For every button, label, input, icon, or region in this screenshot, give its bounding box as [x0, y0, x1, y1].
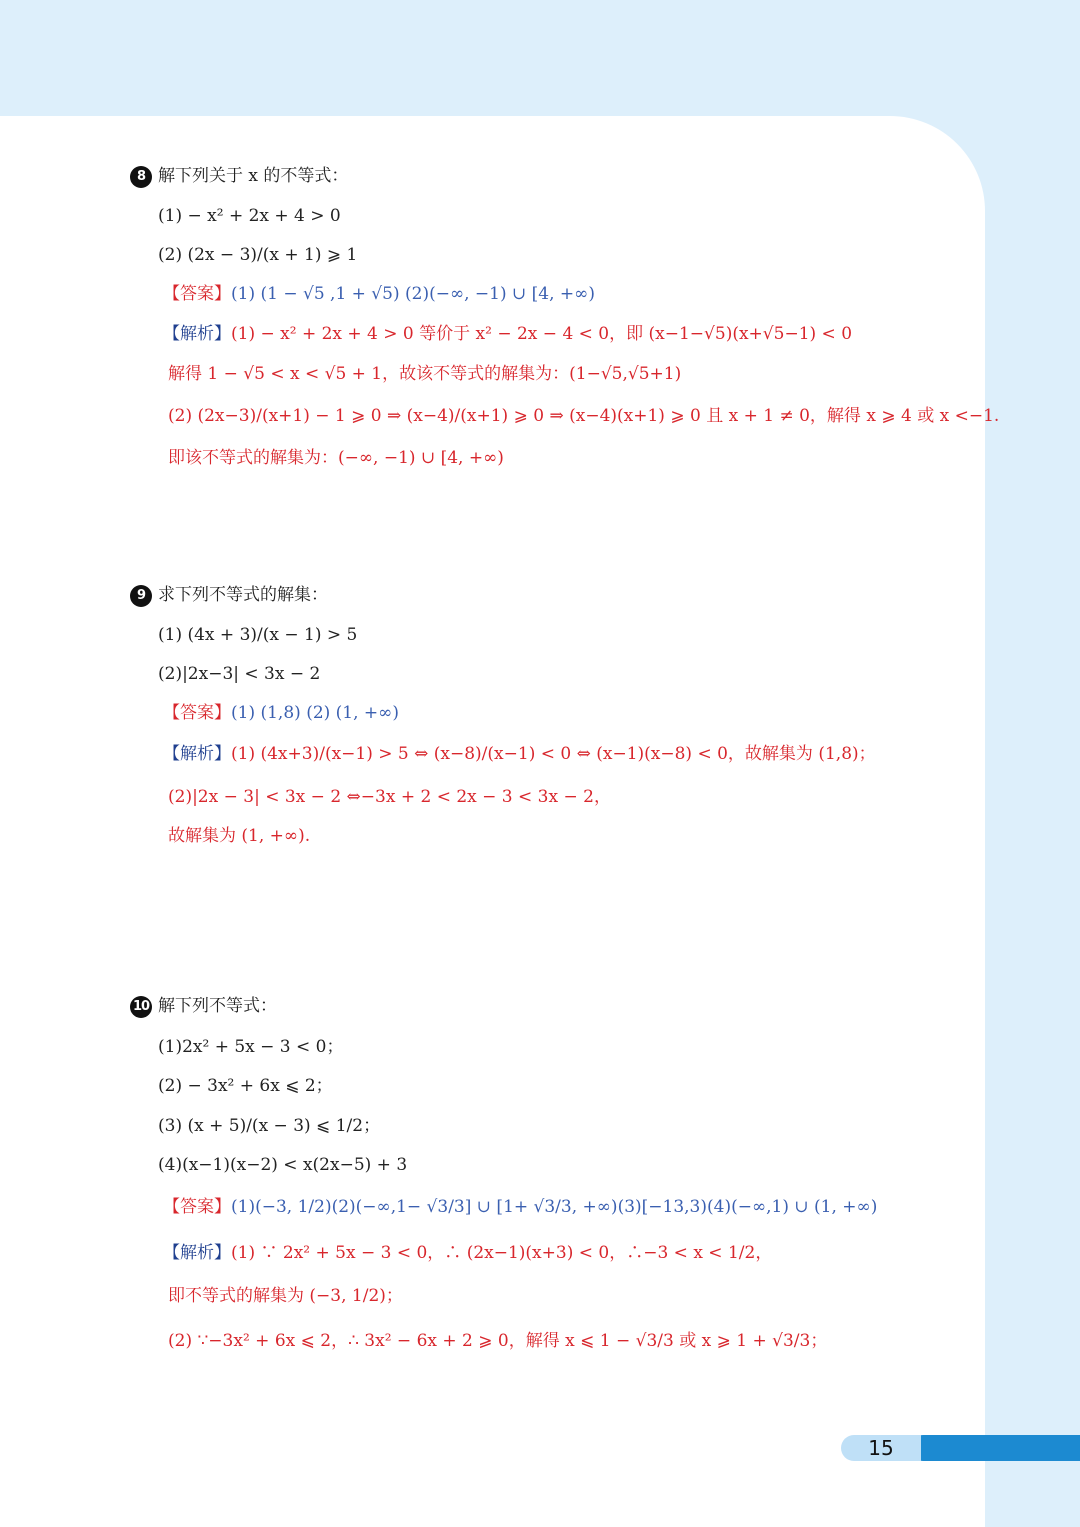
question-text: 求下列不等式的解集： — [158, 585, 328, 605]
q9-analysis-line-1 — [163, 742, 876, 766]
analysis-tag: 【解析】 — [163, 744, 231, 764]
q10-part-2: (2) − 3x² + 6x ⩽ 2； — [158, 1076, 333, 1096]
question-10-title — [130, 994, 277, 1018]
answer-tag: 【答案】 — [163, 284, 231, 304]
answer-text: (1) (1 − √5 ,1 + √5) (2)(−∞, −1) ∪ [4, +∞) — [231, 284, 595, 304]
q10-analysis-line-3: (2) ∵−3x² + 6x ⩽ 2，∴ 3x² − 6x + 2 ⩾ 0，解得 x ⩽ 1 − √3/3 或 x ⩾ 1 + √3/3； — [168, 1331, 828, 1351]
page-number: 15 — [841, 1435, 921, 1461]
answer-text: (1)(−3, 1/2)(2)(−∞,1− √3/3] ∪ [1+ √3/3, +∞)(3)[−13,3)(4)(−∞,1) ∪ (1, +∞) — [231, 1197, 878, 1217]
q8-answer — [163, 282, 595, 306]
q9-part-2: (2)|2x−3| < 3x − 2 — [158, 664, 321, 684]
question-text: 解下列不等式： — [158, 996, 277, 1016]
q10-analysis-line-2: 即不等式的解集为 (−3, 1/2)； — [168, 1286, 403, 1306]
question-8-title — [130, 164, 348, 188]
q10-part-4: (4)(x−1)(x−2) < x(2x−5) + 3 — [158, 1155, 408, 1175]
analysis-text: (1) ∵ 2x² + 5x − 3 < 0，∴ (2x−1)(x+3) < 0，∴−3 < x < 1/2， — [231, 1243, 773, 1263]
answer-text: (1) (1,8) (2) (1, +∞) — [231, 703, 399, 723]
q10-answer — [163, 1195, 877, 1219]
question-text: 解下列关于 x 的不等式： — [158, 166, 349, 186]
question-number-badge: 8 — [130, 166, 152, 188]
question-9-title — [130, 583, 328, 607]
q9-analysis-line-3: 故解集为 (1, +∞). — [168, 826, 311, 846]
q8-analysis-line-4: 即该不等式的解集为：(−∞, −1) ∪ [4, +∞) — [168, 448, 504, 468]
analysis-tag: 【解析】 — [163, 324, 231, 344]
question-number-badge: 9 — [130, 585, 152, 607]
analysis-text: (1) (4x+3)/(x−1) > 5 ⇔ (x−8)/(x−1) < 0 ⇔ (x−1)(x−8) < 0，故解集为 (1,8)； — [231, 744, 876, 764]
answer-tag: 【答案】 — [163, 703, 231, 723]
analysis-tag: 【解析】 — [163, 1243, 231, 1263]
analysis-text: (1) − x² + 2x + 4 > 0 等价于 x² − 2x − 4 < 0，即 (x−1−√5)(x+√5−1) < 0 — [231, 324, 853, 344]
q8-analysis-line-1 — [163, 322, 852, 346]
q9-analysis-line-2: (2)|2x − 3| < 3x − 2 ⇔−3x + 2 < 2x − 3 < 3x − 2， — [168, 787, 611, 807]
q8-part-2: (2) (2x − 3)/(x + 1) ⩾ 1 — [158, 245, 358, 265]
q9-answer — [163, 701, 399, 725]
q9-part-1: (1) (4x + 3)/(x − 1) > 5 — [158, 625, 358, 645]
answer-tag: 【答案】 — [163, 1197, 231, 1217]
q10-part-1: (1)2x² + 5x − 3 < 0； — [158, 1037, 344, 1057]
q10-part-3: (3) (x + 5)/(x − 3) ⩽ 1/2； — [158, 1116, 381, 1136]
question-number-badge: 10 — [130, 996, 152, 1018]
q8-analysis-line-3: (2) (2x−3)/(x+1) − 1 ⩾ 0 ⇒ (x−4)/(x+1) ⩾ 0 ⇒ (x−4)(x+1) ⩾ 0 且 x + 1 ≠ 0，解得 x ⩾ 4 或 x <−1. — [168, 406, 1000, 426]
page-number-bar — [910, 1435, 1080, 1461]
q10-analysis-line-1 — [163, 1241, 772, 1265]
q8-analysis-line-2: 解得 1 − √5 < x < √5 + 1，故该不等式的解集为：(1−√5,√5+1) — [168, 364, 682, 384]
q8-part-1: (1) − x² + 2x + 4 > 0 — [158, 206, 341, 226]
